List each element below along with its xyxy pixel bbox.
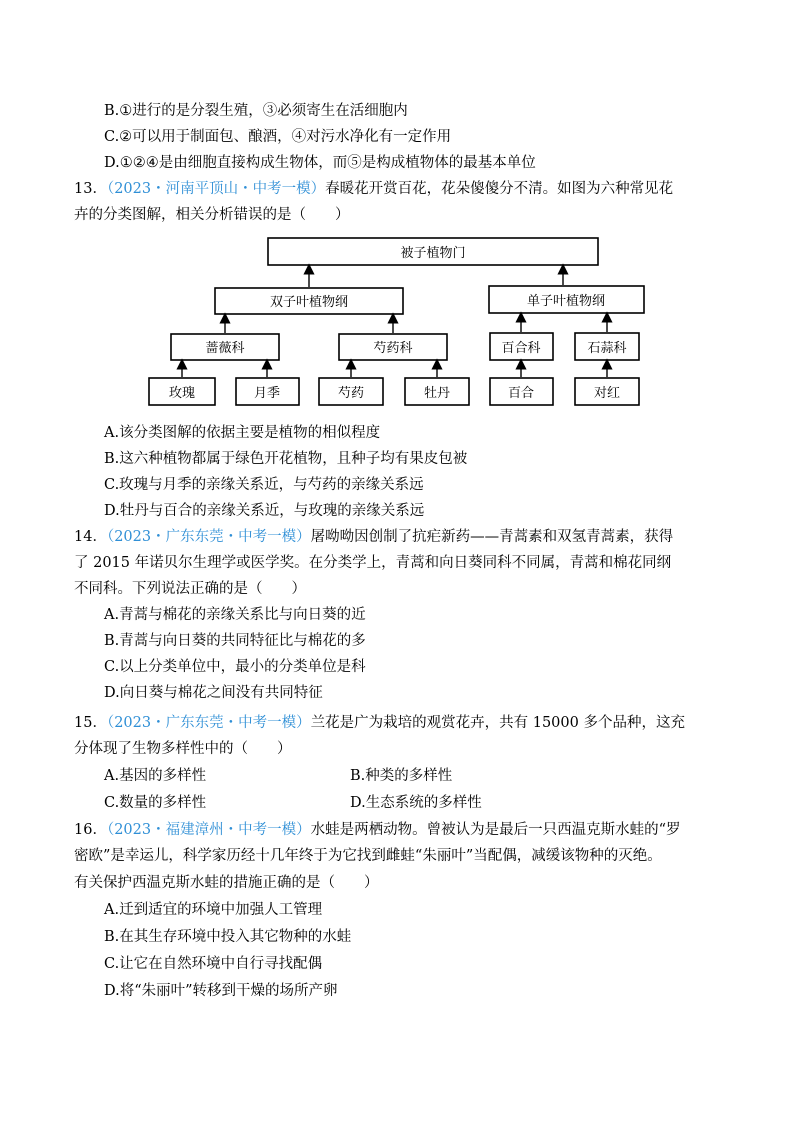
- node-family-amaryllis: 石蒜科: [587, 341, 627, 356]
- q15-option-a: A.基因的多样性: [104, 768, 207, 784]
- node-species-rose: 玫瑰: [168, 386, 196, 401]
- q16-number: 16．: [74, 822, 107, 838]
- q14-number: 14．: [74, 529, 107, 545]
- node-family-peony: 芍药科: [373, 341, 413, 356]
- q14-stem-line1: [74, 527, 673, 547]
- q13-stem-text1: 春暖花开赏百花，花朵傻傻分不清。如图为六种常见花: [325, 181, 674, 197]
- q13-stem-line2: 卉的分类图解，相关分析错误的是（ ）: [74, 207, 350, 223]
- node-species-peony: 芍药: [337, 386, 365, 401]
- q13-option-c: C.玫瑰与月季的亲缘关系近，与芍药的亲缘关系远: [104, 477, 424, 493]
- q15-source: （2023・广东东莞・中考一模）: [106, 715, 311, 731]
- q13-stem-line1: [74, 179, 673, 199]
- q16-option-d: D.将“朱丽叶”转移到干燥的场所产卵: [104, 983, 338, 999]
- q14-source: （2023・广东东莞・中考一模）: [106, 529, 311, 545]
- q12-option-d: D.①②④是由细胞直接构成生物体，而⑤是构成植物体的最基本单位: [104, 155, 536, 171]
- q13-source: （2023・河南平顶山・中考一模）: [106, 181, 326, 197]
- q13-option-d: D.牡丹与百合的亲缘关系近，与玫瑰的亲缘关系远: [104, 503, 425, 519]
- q12-option-c: C.②可以用于制面包、酿酒，④对污水净化有一定作用: [104, 129, 452, 145]
- q15-number: 15．: [74, 715, 107, 731]
- q16-stem-line3: 有关保护西温克斯水蛙的措施正确的是（ ）: [74, 875, 379, 891]
- q15-stem-line1: [74, 713, 685, 733]
- node-monocot: 单子叶植物纲: [526, 294, 606, 309]
- q16-stem-line2: 密欧”是幸运儿，科学家历经十几年终于为它找到雌蛙“朱丽叶”当配偶，减缓该物种的灭绝。: [74, 848, 662, 864]
- q16-option-b: B.在其生存环境中投入其它物种的水蛙: [104, 929, 352, 945]
- q15-option-b: B.种类的多样性: [350, 768, 453, 784]
- node-family-lily: 百合科: [501, 341, 541, 356]
- node-family-rose: 蔷薇科: [205, 341, 245, 356]
- q13-number: 13．: [74, 181, 107, 197]
- q16-stem-line1: [74, 820, 681, 840]
- q14-stem-line2: 了 2015 年诺贝尔生理学或医学奖。在分类学上，青蒿和向日葵同科不同属，青蒿和棉花同纲: [74, 555, 672, 571]
- q15-stem-line2: 分体现了生物多样性中的（ ）: [74, 741, 292, 757]
- q15-stem-text1: 兰花是广为栽培的观赏花卉，共有 15000 多个品种，这充: [310, 715, 685, 731]
- q14-stem-text1: 屠呦呦因创制了抗疟新药——青蒿素和双氢青蒿素，获得: [310, 529, 674, 545]
- node-root: 被子植物门: [400, 246, 466, 261]
- q12-option-b: B.①进行的是分裂生殖，③必须寄生在活细胞内: [104, 103, 408, 119]
- q16-option-a: A.迁到适宜的环境中加强人工管理: [104, 902, 323, 918]
- q14-option-c: C.以上分类单位中，最小的分类单位是科: [104, 659, 366, 675]
- q14-option-a: A.青蒿与棉花的亲缘关系比与向日葵的近: [104, 607, 366, 623]
- q15-option-d: D.生态系统的多样性: [350, 795, 482, 811]
- node-species-lily: 百合: [507, 386, 535, 401]
- q14-option-b: B.青蒿与向日葵的共同特征比与棉花的多: [104, 633, 366, 649]
- node-species-treepeony: 牡丹: [423, 386, 451, 401]
- q15-option-c: C.数量的多样性: [104, 795, 207, 811]
- node-species-duihong: 对红: [593, 386, 621, 401]
- node-dicot: 双子叶植物纲: [269, 295, 349, 310]
- node-species-chinarose: 月季: [253, 386, 281, 401]
- q13-option-a: A.该分类图解的依据主要是植物的相似程度: [104, 425, 381, 441]
- q14-stem-line3: 不同科。下列说法正确的是（ ）: [74, 581, 306, 597]
- q16-stem-text1: 水蛙是两栖动物。曾被认为是最后一只西温克斯水蛙的“罗: [310, 822, 681, 838]
- q16-source: （2023・福建漳州・中考一模）: [106, 822, 311, 838]
- q16-option-c: C.让它在自然环境中自行寻找配偶: [104, 956, 323, 972]
- q13-option-b: B.这六种植物都属于绿色开花植物，且种子均有果皮包被: [104, 451, 468, 467]
- q14-option-d: D.向日葵与棉花之间没有共同特征: [104, 685, 323, 701]
